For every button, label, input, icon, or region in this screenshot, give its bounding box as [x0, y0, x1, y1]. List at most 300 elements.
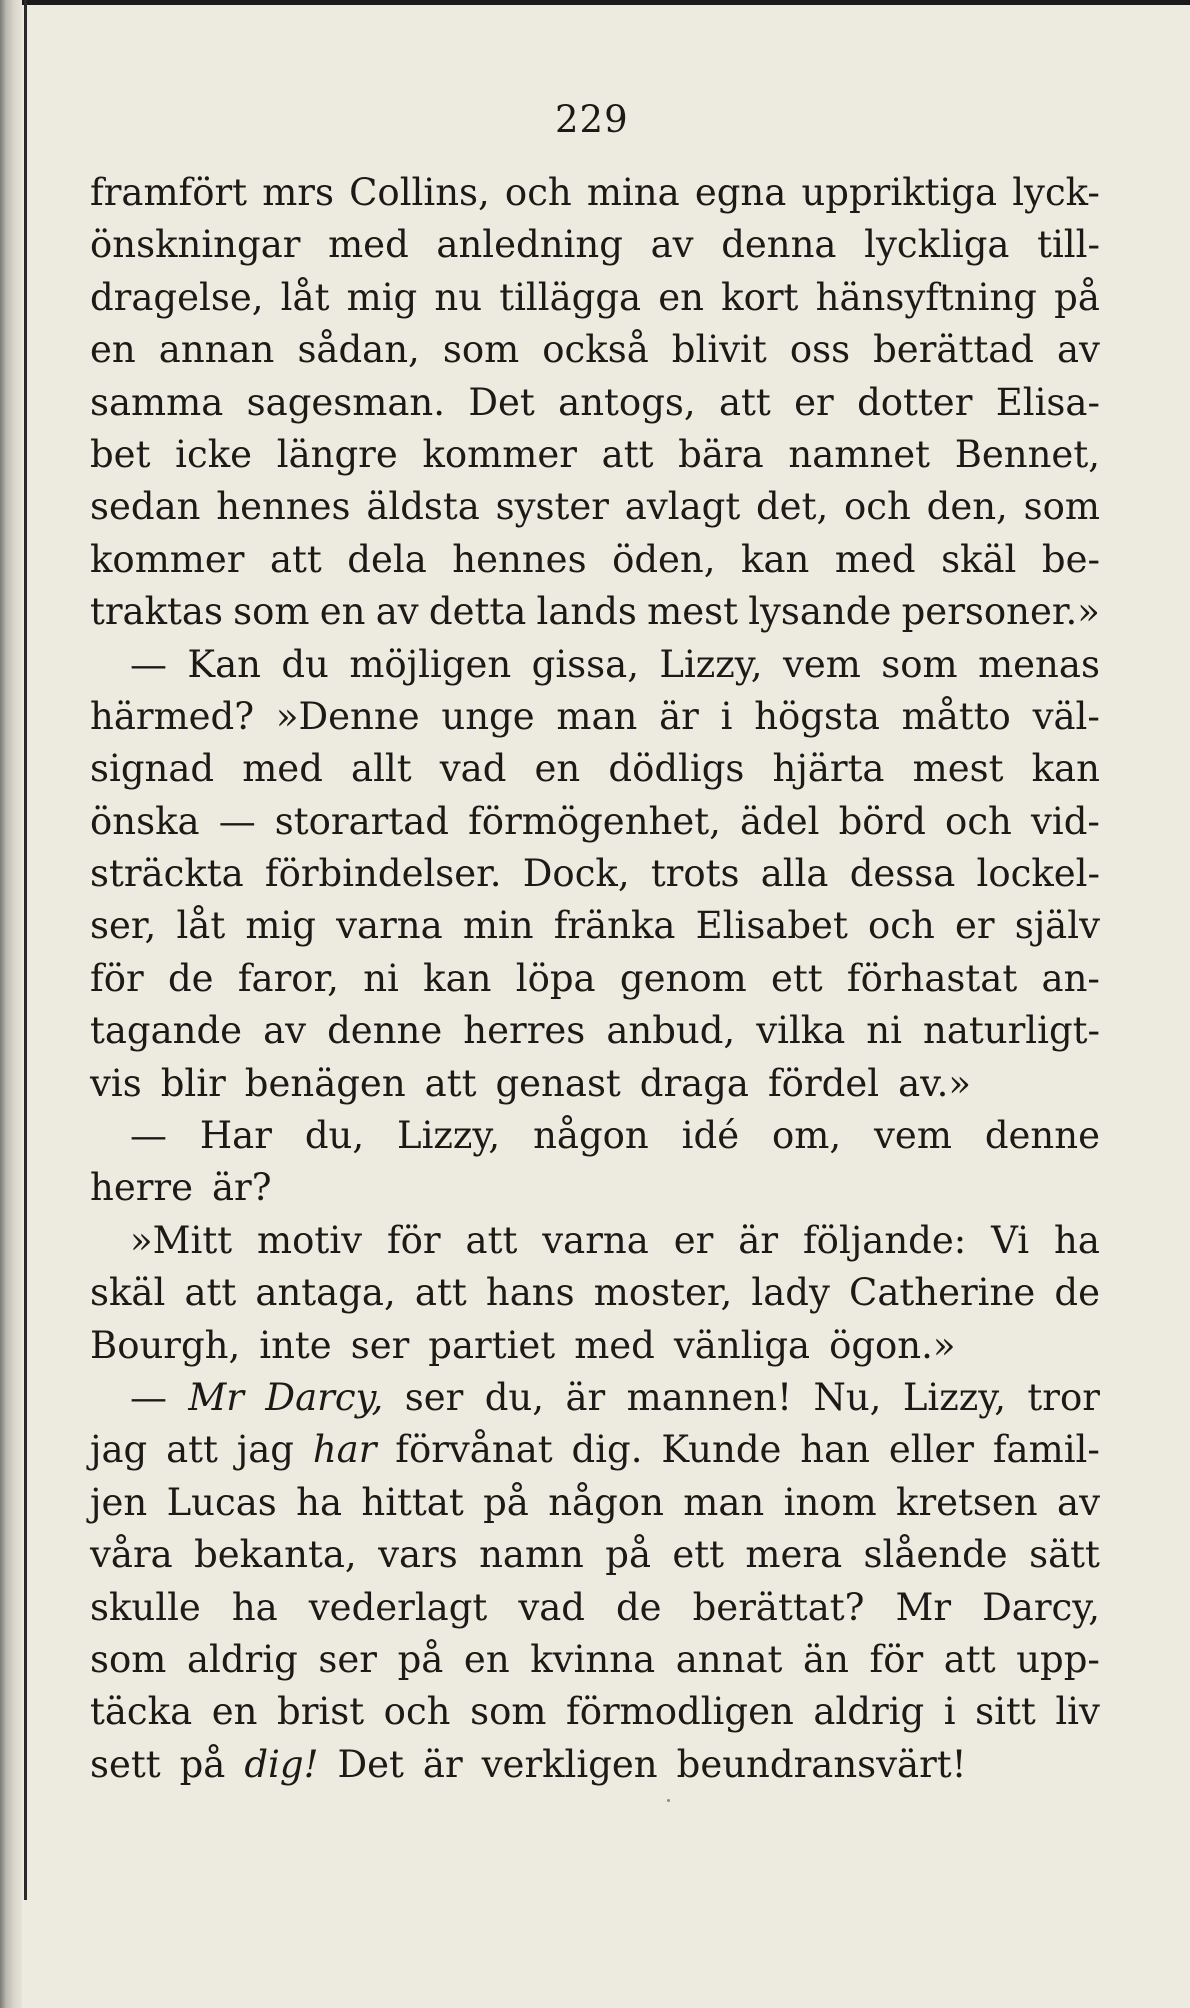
- word: mrs: [262, 171, 334, 214]
- word: denna: [721, 223, 837, 267]
- word: ni: [866, 1009, 902, 1053]
- word: herre: [90, 1166, 193, 1210]
- word: vid-: [1030, 799, 1100, 843]
- word: annan: [158, 328, 275, 372]
- word: tagande: [90, 1009, 243, 1053]
- word: för: [869, 1637, 924, 1681]
- word: som: [90, 1637, 167, 1681]
- word: vad: [439, 747, 507, 791]
- word: förmodligen: [566, 1690, 794, 1734]
- word: på: [397, 1637, 444, 1681]
- word: sagesman.: [246, 380, 445, 424]
- word: vem: [782, 642, 861, 686]
- word: för: [90, 956, 144, 1000]
- word: är?: [212, 1166, 272, 1210]
- word: moster,: [593, 1271, 733, 1315]
- word: mannen!: [626, 1375, 793, 1419]
- word: namn: [479, 1533, 584, 1577]
- text-line: [90, 1529, 1100, 1581]
- word: Nu,: [813, 1375, 882, 1419]
- word: brist: [277, 1690, 365, 1734]
- word: lyckliga: [864, 223, 1010, 267]
- word: Det: [468, 380, 535, 424]
- word: genast: [495, 1061, 621, 1105]
- word: kan: [1031, 747, 1100, 791]
- word: förmögenhet,: [468, 799, 721, 843]
- word: kan: [741, 537, 810, 581]
- word: löpa: [515, 956, 596, 1000]
- text-line: [90, 1634, 1100, 1686]
- word: täcka: [90, 1690, 193, 1734]
- word: de: [1054, 1271, 1100, 1315]
- word: »Mitt: [130, 1218, 233, 1262]
- text-line: [90, 743, 1100, 795]
- word: är: [738, 1218, 779, 1262]
- word: är: [565, 1375, 606, 1419]
- word: anbud,: [606, 1009, 736, 1053]
- word: benägen: [244, 1061, 406, 1105]
- word: Lizzy,: [659, 642, 763, 686]
- word: icke: [175, 432, 253, 476]
- word: i: [720, 694, 733, 738]
- word: av: [1056, 328, 1100, 372]
- text-line: [90, 1686, 1100, 1738]
- word: hennes: [216, 485, 351, 529]
- word: storartad: [274, 799, 449, 843]
- word: famil-: [992, 1428, 1100, 1472]
- word: blivit: [671, 328, 767, 372]
- word: våra: [90, 1533, 173, 1577]
- word: beundransvärt!: [676, 1742, 967, 1786]
- word: högsta: [754, 694, 880, 738]
- word: aldrig: [813, 1690, 925, 1734]
- word: är: [422, 1742, 463, 1786]
- word: mera: [745, 1533, 843, 1577]
- word: syster: [495, 485, 609, 529]
- word: Bennet,: [954, 432, 1100, 476]
- word: ser,: [90, 904, 157, 948]
- word: kommer: [90, 537, 245, 581]
- word: ser: [404, 1375, 464, 1419]
- word: avlagt: [624, 485, 741, 529]
- word: skäl: [941, 537, 1017, 581]
- word: unge: [441, 694, 535, 738]
- text-line: [90, 1739, 1100, 1791]
- word: inom: [783, 1480, 877, 1524]
- word: som: [881, 642, 958, 686]
- word: an-: [1041, 956, 1100, 1000]
- word: väl-: [1032, 694, 1100, 738]
- word: ni: [363, 956, 399, 1000]
- word: av: [263, 1009, 307, 1053]
- word: att: [601, 432, 654, 476]
- word: menas: [978, 642, 1100, 686]
- text-line: [90, 324, 1100, 376]
- text-line: [90, 534, 1100, 586]
- word: sedan: [90, 485, 201, 529]
- word: namnet: [788, 432, 930, 476]
- word: som: [470, 1690, 547, 1734]
- word: ser: [350, 1323, 410, 1367]
- word: jen: [90, 1480, 148, 1524]
- word: denne: [984, 1114, 1100, 1158]
- word: som: [442, 328, 520, 372]
- word: man: [683, 1480, 765, 1524]
- word: —: [130, 1114, 167, 1158]
- word: »Denne: [275, 694, 420, 738]
- word: naturligt-: [923, 1009, 1100, 1053]
- word: och: [383, 1690, 451, 1734]
- word: lysande: [748, 590, 892, 634]
- word: inte: [259, 1323, 332, 1367]
- word: Lizzy,: [397, 1114, 501, 1158]
- text-line: [90, 953, 1100, 1005]
- word: aldrig: [186, 1637, 298, 1681]
- word: att: [718, 380, 771, 424]
- word: ha: [231, 1585, 278, 1629]
- word: och: [867, 904, 935, 948]
- word: du: [281, 642, 329, 686]
- text-line: [90, 586, 1100, 638]
- word: skulle: [90, 1585, 201, 1629]
- word: hänsyftning: [815, 275, 1037, 319]
- word: till-: [1037, 223, 1100, 267]
- word: anledning: [436, 223, 623, 267]
- word: och: [945, 799, 1012, 843]
- word: av: [650, 223, 694, 267]
- word: lands: [536, 590, 637, 634]
- word: de: [167, 956, 214, 1000]
- word: detta: [428, 590, 527, 634]
- word: Catherine: [849, 1271, 1036, 1315]
- word: Elisa-: [995, 380, 1100, 424]
- word: har: [312, 1428, 377, 1472]
- word: mest: [647, 590, 738, 634]
- word: att: [465, 1218, 518, 1262]
- word: Mr: [895, 1585, 952, 1629]
- word: tror: [1027, 1375, 1100, 1419]
- word: kvinna: [530, 1637, 656, 1681]
- word: antogs,: [558, 380, 696, 424]
- word: denne: [327, 1009, 443, 1053]
- word: Har: [199, 1114, 272, 1158]
- word: på: [483, 1480, 529, 1524]
- text-line: [90, 481, 1100, 533]
- word: ögon.»: [829, 1323, 956, 1367]
- text-line: [90, 691, 1100, 743]
- word: Darcy,: [265, 1375, 384, 1419]
- word: på: [1054, 275, 1100, 319]
- word: ett: [770, 956, 823, 1000]
- word: kan: [423, 956, 492, 1000]
- word: vars: [378, 1533, 458, 1577]
- word: kommer: [422, 432, 577, 476]
- word: att: [269, 537, 322, 581]
- word: vis: [90, 1061, 142, 1105]
- word: dragelse,: [90, 275, 264, 319]
- word: berättat?: [692, 1585, 865, 1629]
- word: Bourgh,: [90, 1323, 241, 1367]
- word: gissa,: [531, 642, 639, 686]
- word: min: [462, 904, 534, 948]
- word: sätt: [1029, 1533, 1100, 1577]
- word: ädel: [740, 799, 820, 843]
- word: låt: [280, 275, 330, 319]
- word: som: [1023, 485, 1100, 529]
- word: —: [218, 799, 256, 843]
- word: sett: [90, 1742, 161, 1786]
- text-line: [90, 1215, 1100, 1267]
- word: hans: [485, 1271, 575, 1315]
- word: jag: [236, 1428, 294, 1472]
- word: en: [90, 328, 136, 372]
- word: förvånat: [395, 1428, 553, 1472]
- word: börd: [838, 799, 926, 843]
- word: bära: [678, 432, 764, 476]
- word: också: [542, 328, 649, 372]
- word: dessa: [849, 852, 956, 896]
- word: måtto: [901, 694, 1011, 738]
- word: lyck-: [1012, 171, 1100, 214]
- word: själv: [1014, 904, 1100, 948]
- text-line: [90, 848, 1100, 900]
- word: verkligen: [481, 1742, 658, 1786]
- word: låt: [176, 904, 226, 948]
- word: lockel-: [976, 852, 1100, 896]
- word: hittat: [361, 1480, 464, 1524]
- word: herres: [463, 1009, 586, 1053]
- word: dela: [347, 537, 427, 581]
- word: ett: [672, 1533, 725, 1577]
- word: Kan: [187, 642, 261, 686]
- word: genom: [619, 956, 747, 1000]
- text-line: [90, 1372, 1100, 1424]
- paper-speck: [667, 1799, 670, 1802]
- body-text: [90, 167, 1100, 1791]
- word: ser: [318, 1637, 377, 1681]
- word: du,: [484, 1375, 545, 1419]
- word: er: [954, 904, 995, 948]
- word: lady: [751, 1271, 830, 1315]
- text-line: [90, 1162, 1100, 1214]
- word: att: [184, 1271, 237, 1315]
- word: varna: [336, 904, 443, 948]
- word: som: [233, 590, 310, 634]
- word: du,: [304, 1114, 365, 1158]
- word: att: [943, 1637, 996, 1681]
- word: på: [605, 1533, 652, 1577]
- word: Dock,: [522, 852, 630, 896]
- word: sitt: [975, 1690, 1036, 1734]
- word: Kunde: [661, 1428, 782, 1472]
- text-line: [90, 272, 1100, 324]
- word: upp-: [1016, 1637, 1100, 1681]
- text-line: [90, 1320, 1100, 1372]
- word: förbindelser.: [264, 852, 502, 896]
- word: varna: [542, 1218, 649, 1262]
- word: med: [834, 537, 916, 581]
- text-line: [90, 1058, 1100, 1110]
- word: uppriktiga: [801, 171, 998, 214]
- word: fränka: [553, 904, 676, 948]
- word: följande:: [802, 1218, 967, 1262]
- word: för: [386, 1218, 441, 1262]
- text-line: [90, 219, 1100, 271]
- word: vänliga: [673, 1323, 811, 1367]
- text-line: [90, 1424, 1100, 1476]
- word: härmed?: [90, 694, 255, 738]
- word: Lucas: [166, 1480, 277, 1524]
- word: kort: [721, 275, 799, 319]
- word: på: [179, 1742, 226, 1786]
- word: be-: [1041, 537, 1100, 581]
- word: liv: [1055, 1690, 1100, 1734]
- word: förhastat: [846, 956, 1018, 1000]
- word: de: [616, 1585, 662, 1629]
- text-line: [90, 796, 1100, 848]
- word: någon: [533, 1114, 649, 1158]
- word: ha: [296, 1480, 343, 1524]
- word: antaga,: [255, 1271, 396, 1315]
- word: man: [556, 694, 638, 738]
- word: en: [463, 1637, 510, 1681]
- word: draga: [639, 1061, 749, 1105]
- book-spine-shadow: [0, 0, 22, 2008]
- word: Det: [337, 1742, 404, 1786]
- word: mest: [912, 747, 1004, 791]
- word: vem: [874, 1114, 952, 1158]
- word: en: [211, 1690, 258, 1734]
- word: personer.»: [901, 590, 1100, 634]
- word: Vi: [991, 1218, 1030, 1262]
- word: Lizzy,: [902, 1375, 1006, 1419]
- word: en: [534, 747, 581, 791]
- word: —: [130, 1375, 167, 1419]
- word: allt: [351, 747, 412, 791]
- text-line: [90, 1477, 1100, 1529]
- word: mig: [245, 904, 316, 948]
- word: med: [574, 1323, 655, 1367]
- word: slående: [863, 1533, 1008, 1577]
- word: Mr: [188, 1375, 244, 1419]
- word: skäl: [90, 1271, 166, 1315]
- word: den,: [926, 485, 1008, 529]
- text-line: [90, 639, 1100, 691]
- word: vad: [518, 1585, 585, 1629]
- page-top-edge: [0, 0, 1190, 5]
- word: egna: [694, 171, 787, 214]
- word: vilka: [756, 1009, 846, 1053]
- word: idé: [681, 1114, 740, 1158]
- word: Elisabet: [695, 904, 848, 948]
- word: i: [943, 1690, 956, 1734]
- text-line: [90, 1005, 1100, 1057]
- word: er: [794, 380, 834, 424]
- word: hennes: [452, 537, 587, 581]
- text-line: [90, 377, 1100, 429]
- word: annat: [675, 1637, 783, 1681]
- word: av.»: [898, 1061, 972, 1105]
- word: dig.: [571, 1428, 643, 1472]
- word: er: [673, 1218, 714, 1262]
- word: önskningar: [90, 223, 301, 267]
- word: Darcy,: [982, 1585, 1100, 1629]
- word: vederlagt: [308, 1585, 488, 1629]
- word: sträckta: [90, 852, 244, 896]
- word: Collins,: [349, 171, 490, 214]
- word: dotter: [857, 380, 973, 424]
- word: en: [319, 590, 366, 634]
- word: fördel: [767, 1061, 880, 1105]
- word: bet: [90, 432, 151, 476]
- word: och: [844, 485, 911, 529]
- word: med: [242, 747, 323, 791]
- word: av: [1057, 1480, 1100, 1524]
- word: tillägga: [499, 275, 642, 319]
- word: han: [800, 1428, 870, 1472]
- word: om,: [772, 1114, 842, 1158]
- text-line: [90, 1582, 1100, 1634]
- word: eller: [888, 1428, 974, 1472]
- word: nu: [434, 275, 483, 319]
- word: sådan,: [297, 328, 420, 372]
- word: önska: [90, 799, 200, 843]
- word: att: [424, 1061, 477, 1105]
- page-binding-line: [24, 0, 27, 1900]
- word: möjligen: [349, 642, 512, 686]
- word: att: [166, 1428, 218, 1472]
- word: dig!: [244, 1742, 319, 1786]
- word: kretsen: [896, 1480, 1038, 1524]
- word: än: [803, 1637, 849, 1681]
- word: öden,: [612, 537, 716, 581]
- word: blir: [160, 1061, 226, 1105]
- word: signad: [90, 747, 215, 791]
- word: oss: [789, 328, 851, 372]
- word: jag: [90, 1428, 148, 1472]
- word: ha: [1053, 1218, 1100, 1262]
- word: dödligs: [608, 747, 745, 791]
- word: en: [658, 275, 704, 319]
- word: hjärta: [772, 747, 885, 791]
- word: är: [659, 694, 699, 738]
- word: mina: [586, 171, 680, 214]
- text-line: [90, 167, 1100, 219]
- word: berättad: [873, 328, 1034, 372]
- word: med: [328, 223, 409, 267]
- text-line: [90, 1267, 1100, 1319]
- word: det,: [756, 485, 829, 529]
- word: framfört: [90, 171, 248, 214]
- word: faror,: [237, 956, 339, 1000]
- word: samma: [90, 380, 224, 424]
- word: partiet: [428, 1323, 556, 1367]
- word: någon: [548, 1480, 664, 1524]
- text-line: [90, 900, 1100, 952]
- text-line: [90, 1110, 1100, 1162]
- word: av: [375, 590, 419, 634]
- text-line: [90, 429, 1100, 481]
- word: traktas: [90, 590, 223, 634]
- page-number: 229: [555, 98, 629, 141]
- word: bekanta,: [194, 1533, 357, 1577]
- word: äldsta: [366, 485, 480, 529]
- word: trots: [650, 852, 740, 896]
- word: längre: [276, 432, 398, 476]
- word: motiv: [257, 1218, 362, 1262]
- word: —: [130, 642, 167, 686]
- word: mig: [346, 275, 418, 319]
